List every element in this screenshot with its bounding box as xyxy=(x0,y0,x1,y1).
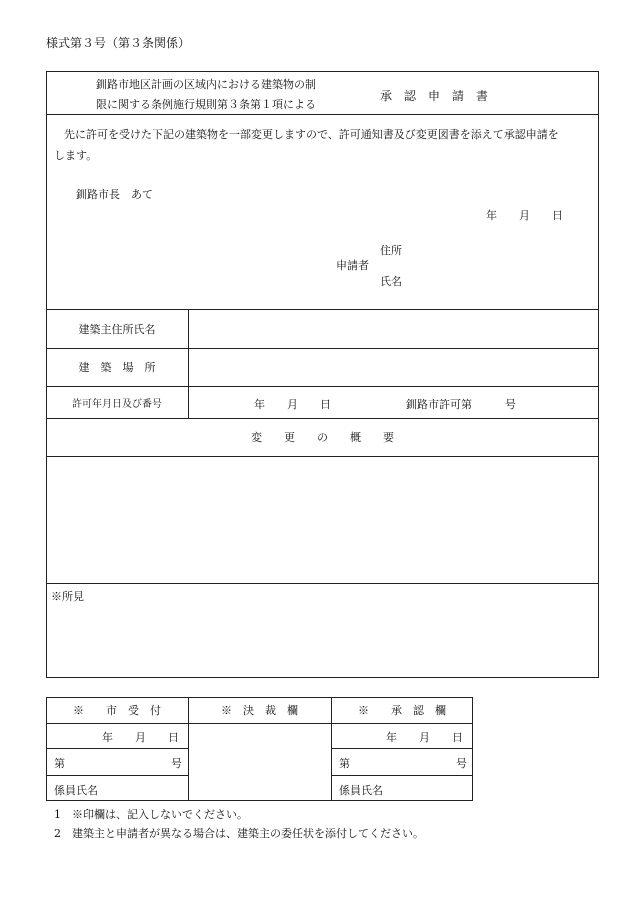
column-divider xyxy=(188,309,189,418)
permit-date[interactable]: 年 月 日 xyxy=(254,398,331,411)
addressee: 釧路市長 あて xyxy=(76,188,153,201)
reception-number-prefix: 第 xyxy=(54,757,65,770)
site-field[interactable] xyxy=(190,351,596,383)
summary-field[interactable] xyxy=(50,460,595,580)
owner-field[interactable] xyxy=(190,312,596,345)
statement-line1: 先に許可を受けた下記の建築物を一部変更しますので、許可通知書及び変更図書を添えて承認申請を xyxy=(64,128,559,141)
statement-line2: します。 xyxy=(54,149,98,162)
approval-number-prefix: 第 xyxy=(339,757,350,770)
divider xyxy=(46,748,188,749)
summary-label: 変 更 の 概 要 xyxy=(251,431,394,444)
application-date: 年 月 日 xyxy=(486,209,563,222)
reception-date: 年 月 日 xyxy=(102,731,179,744)
owner-label: 建築主住所氏名 xyxy=(78,322,156,336)
divider xyxy=(46,583,599,584)
regulation-text-line2: 限に関する条例施行規則第３条第１項による xyxy=(96,98,316,111)
permit-label: 許可年月日及び番号 xyxy=(72,398,162,410)
divider xyxy=(46,114,599,115)
approval-label: ※ 承 認 欄 xyxy=(358,704,446,717)
divider xyxy=(331,748,473,749)
divider xyxy=(46,723,473,724)
applicant-label: 申請者 xyxy=(336,259,369,272)
reception-clerk-label: 係員氏名 xyxy=(54,784,98,797)
divider xyxy=(46,775,188,776)
regulation-text-line1: 釧路市地区計画の区域内における建築物の制 xyxy=(96,78,316,91)
note-1: 1 ※印欄は、記入しないでください。 xyxy=(54,808,248,821)
permit-number[interactable]: 釧路市許可第 号 xyxy=(406,398,516,411)
site-label: 建 築 場 所 xyxy=(78,361,156,374)
approval-number-suffix: 号 xyxy=(456,757,467,770)
applicant-name-label: 氏名 xyxy=(380,275,402,288)
approval-date: 年 月 日 xyxy=(386,731,463,744)
reception-number-suffix: 号 xyxy=(171,757,182,770)
divider xyxy=(46,456,599,457)
approval-clerk-label: 係員氏名 xyxy=(339,784,383,797)
form-title: 承 認 申 請 書 xyxy=(380,89,489,103)
applicant-address-label: 住所 xyxy=(380,244,402,257)
form-number: 様式第３号（第３条関係） xyxy=(46,36,191,50)
reception-label: ※ 市 受 付 xyxy=(73,704,161,717)
decision-label: ※ 決 裁 欄 xyxy=(221,704,298,717)
note-2: 2 建築主と申請者が異なる場合は、建築主の委任状を添付してください。 xyxy=(54,827,424,840)
remarks-label: ※所見 xyxy=(51,590,84,603)
divider xyxy=(331,775,473,776)
